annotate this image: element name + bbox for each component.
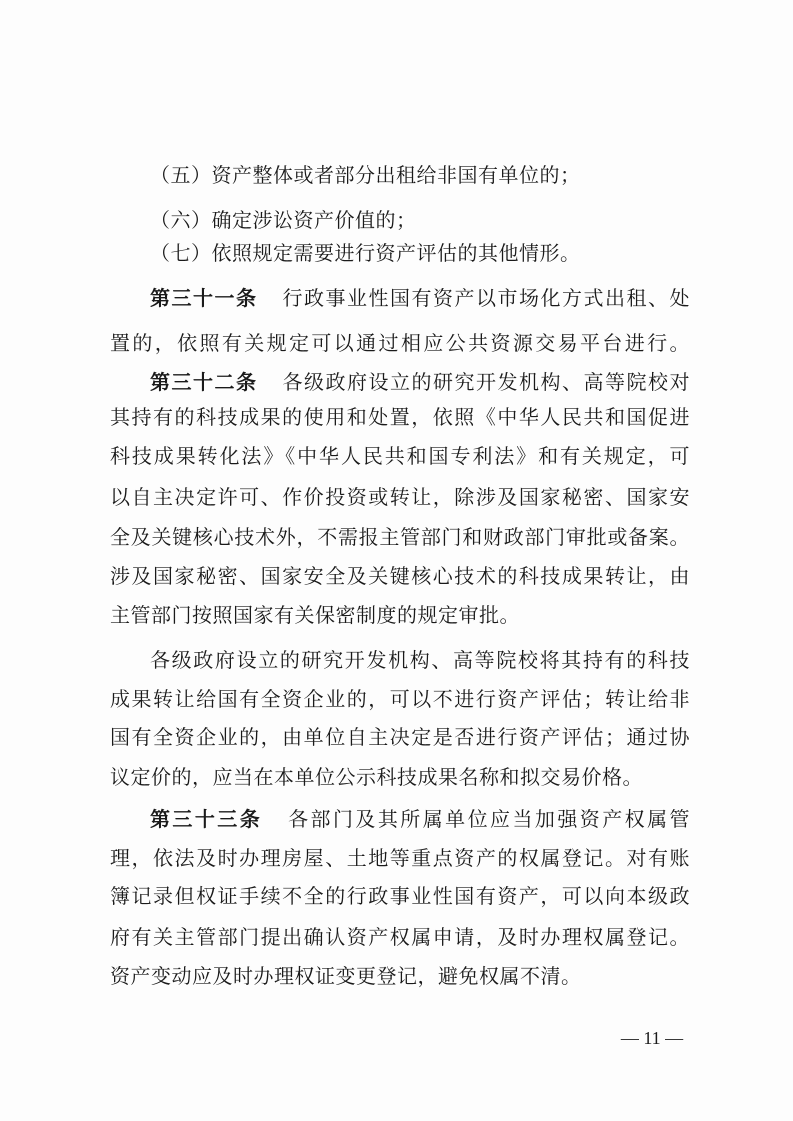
article-32-line-1 <box>150 364 690 400</box>
line-text: （七）依照规定需要进行资产评估的其他情形。 <box>150 241 581 265</box>
line-text: 涉及国家秘密、国家安全及关键核心技术的科技成果转让，由 <box>110 564 690 588</box>
article-32-line-2 <box>110 399 690 435</box>
line-text: 全及关键核心技术外，不需报主管部门和财政部门审批或备案。 <box>110 525 690 549</box>
article-32-paragraph-2-line-3 <box>110 719 690 755</box>
article-31-line-2 <box>110 325 690 361</box>
line-text: 其持有的科技成果的使用和处置，依照《中华人民共和国促进 <box>110 405 690 429</box>
line-text: 置的，依照有关规定可以通过相应公共资源交易平台进行。 <box>110 331 690 355</box>
line-text: 各级政府设立的研究开发机构、高等院校将其持有的科技 <box>150 648 690 672</box>
line-text: 以自主决定许可、作价投资或转让，除涉及国家秘密、国家安 <box>110 485 690 509</box>
clause-item-six <box>150 202 690 238</box>
article-32-line-7 <box>110 597 690 633</box>
article-32-line-6 <box>110 558 690 594</box>
article-32-paragraph-2-line-1 <box>150 642 690 678</box>
article-heading: 第三十三条 <box>150 807 263 831</box>
page-number: — 11 — <box>620 1028 684 1048</box>
line-text: 主管部门按照国家有关保密制度的规定审批。 <box>110 603 520 627</box>
line-text: （五）资产整体或者部分出租给非国有单位的； <box>150 163 581 187</box>
line-text: 行政事业性国有资产以市场化方式出租、处 <box>281 286 690 310</box>
article-heading: 第三十二条 <box>150 370 258 394</box>
article-heading: 第三十一条 <box>150 286 258 310</box>
line-text: 科技成果转化法》《中华人民共和国专利法》和有关规定，可 <box>110 444 690 468</box>
article-32-paragraph-2-line-2 <box>110 681 690 717</box>
line-text: 府有关主管部门提出确认资产权属申请，及时办理权属登记。 <box>110 925 690 949</box>
article-33-line-4 <box>110 919 690 955</box>
line-text: 理，依法及时办理房屋、土地等重点资产的权属登记。对有账 <box>110 846 690 870</box>
line-text: 各级政府设立的研究开发机构、高等院校对 <box>281 370 690 394</box>
clause-item-five <box>150 157 690 193</box>
line-text: （六）确定涉讼资产价值的； <box>150 208 417 232</box>
article-33-line-2 <box>110 840 690 876</box>
article-33-line-1 <box>150 801 690 837</box>
article-31-line-1 <box>150 280 690 316</box>
line-text: 国有全资企业的，由单位自主决定是否进行资产评估；通过协 <box>110 725 690 749</box>
line-text: 资产变动应及时办理权证变更登记，避免权属不清。 <box>110 964 582 988</box>
line-text: 各部门及其所属单位应当加强资产权属管 <box>286 807 691 831</box>
article-33-line-5 <box>110 958 690 994</box>
article-33-line-3 <box>110 878 690 914</box>
article-32-paragraph-2-line-4 <box>110 759 690 795</box>
line-text: 议定价的，应当在本单位公示科技成果名称和拟交易价格。 <box>110 765 643 789</box>
line-text: 成果转让给国有全资企业的，可以不进行资产评估；转让给非 <box>110 687 690 711</box>
clause-item-seven <box>150 235 690 271</box>
article-32-line-3 <box>110 438 690 474</box>
line-text: 簿记录但权证手续不全的行政事业性国有资产，可以向本级政 <box>110 884 690 908</box>
article-32-line-4 <box>110 479 690 515</box>
article-32-line-5 <box>110 519 690 555</box>
